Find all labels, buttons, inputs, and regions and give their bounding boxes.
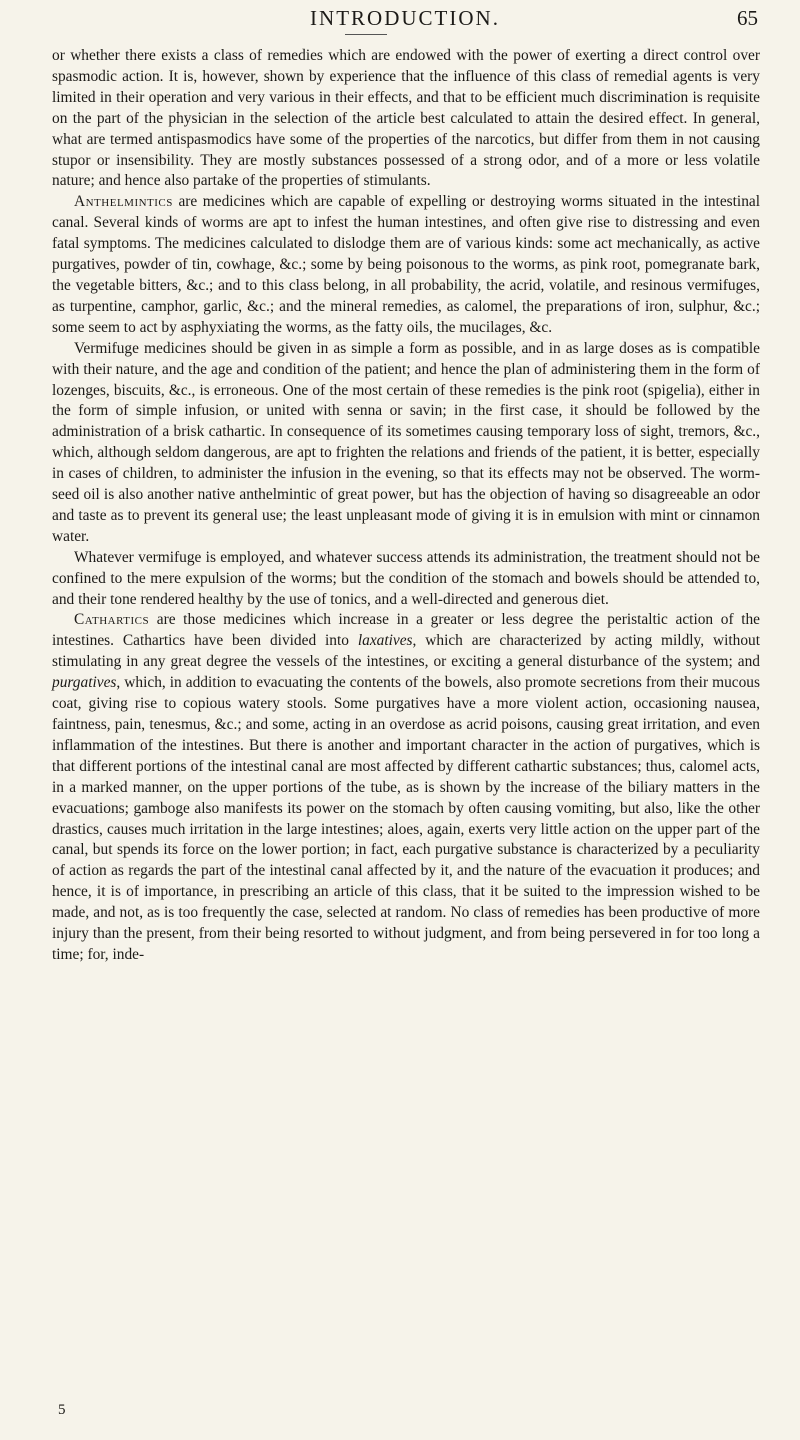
signature-mark: 5	[58, 1402, 66, 1418]
page-number: 65	[737, 6, 758, 30]
term-purgatives: purgatives	[52, 674, 117, 692]
paragraph-vermifuge-treatment: Whatever vermifuge is employed, and whatever success attends its administration, the treatment should not be confined to the mere expulsion of the worms; but the condition of the stomach and bowels should be attended to, and their tone rendered healthy by the use of tonics, and a well-directed and generous diet.	[52, 548, 760, 608]
paragraph-anthelmintics-text: are medicines which are capable of expelling or destroying worms situated in the intestinal canal. Several kinds of worms are apt to infest the human intestines, and often give rise to distressing and even fatal symptoms. The medicines calculated to dislodge them are of various kinds: some act mechanically, as active purgatives, powder of tin, cowhage, &c.; some by being poisonous to the worms, as pink root, pomegranate bark, the vegetable bitters, &c.; and to this class belong, in all probability, the acrid, volatile, and resinous vermifuges, as turpentine, camphor, garlic, &c.; and the mineral remedies, as calomel, the preparations of iron, sulphur, &c.; some seem to act by asphyxiating the worms, as the fatty oils, the mucilages, &c.	[52, 193, 760, 336]
term-anthelmintics: Anthelmintics	[74, 193, 173, 211]
paragraph-cathartics-text-c: , which, in addition to evacuating the contents of the bowels, also promote secretions from their mucous coat, giving rise to copious watery stools. Some purgatives have a more violent action, occasioning nausea, faintness, pain, tenesmus, &c.; and some, acting in an overdose as acrid poisons, causing great irritation, and even inflammation of the intestines. But there is another and important character in the action of purgatives, which is that different portions of the intestinal canal are most affected by different cathartic substances; thus, calomel acts, in a marked manner, on the upper portions of the tube, as is shown by the increase of the biliary matters in the evacuations; gamboge also manifests its power on the stomach by often causing vomiting, but also, like the other drastics, causes much irritation in the large intestines; aloes, again, exerts very little action on the upper part of the canal, but spends its force on the lower portion; in fact, each purgative substance is characterized by a peculiarity of action as regards the part of the intestinal canal affected by it, and the nature of the evacuation it produces; and hence, it is of importance, in prescribing an article of this class, that it be suited to the impression wished to be made, and not, as is too frequently the case, selected at random. No class of remedies has been productive of more injury than the present, from their being resorted to without judgment, and from being persevered in for too long a time; for, inde-	[52, 674, 760, 963]
body-text	[52, 46, 760, 966]
term-laxatives: laxatives	[357, 632, 413, 650]
header-title: INTRODUCTION.	[310, 6, 500, 30]
paragraph-vermifuge: Vermifuge medicines should be given in as simple a form as possible, and in as large doses as is compatible with their nature, and the age and condition of the patient; and hence the plan of administering them in the form of lozenges, biscuits, &c., is erroneous. One of the most certain of these remedies is the pink root (spigelia), either in the form of simple infusion, or united with senna or savin; in the first case, it should be followed by the administration of a brisk cathartic. In consequence of its sometimes causing temporary loss of sight, tremors, &c., which, although seldom dangerous, are apt to frighten the relations and friends of the patient, it is better, especially in cases of children, to administer the infusion in the evening, so that its effects may not be observed. The worm-seed oil is also another native anthelmintic of great power, but has the objection of having so disagreeable an odor and taste as to prevent its general use; the least unpleasant mode of giving it is in emulsion with mint or cinnamon water.	[52, 339, 760, 545]
paragraph-cathartics-text-b: , which are characterized by acting mildly, without stimulating in any great degree the vessels of the intestines, or exciting a general disturbance of the system; and	[52, 632, 760, 671]
paragraph-cathartics-text-a: are those medicines which increase in a greater or less degree the peristaltic action of the intestines. Cathartics have been divided into	[52, 611, 760, 650]
term-cathartics: Cathartics	[74, 611, 150, 629]
header-rule	[345, 34, 387, 35]
paragraph-cathartics	[52, 610, 760, 965]
running-header	[52, 4, 758, 36]
paragraph-anthelmintics	[52, 192, 760, 338]
paragraph-antispasmodics: or whether there exists a class of remedies which are endowed with the power of exerting a direct control over spasmodic action. It is, however, shown by experience that the influence of this class of remedial agents is very limited in their operation and very various in their effects, and that to be efficient much discrimination is requisite on the part of the physician in the selection of the article best calculated to attain the desired effect. In general, what are termed antispasmodics have some of the properties of the narcotics, but differ from them in not causing stupor or insensibility. They are mostly substances possessed of a strong odor, and of a more or less volatile nature; and hence also partake of the properties of stimulants.	[52, 47, 760, 190]
